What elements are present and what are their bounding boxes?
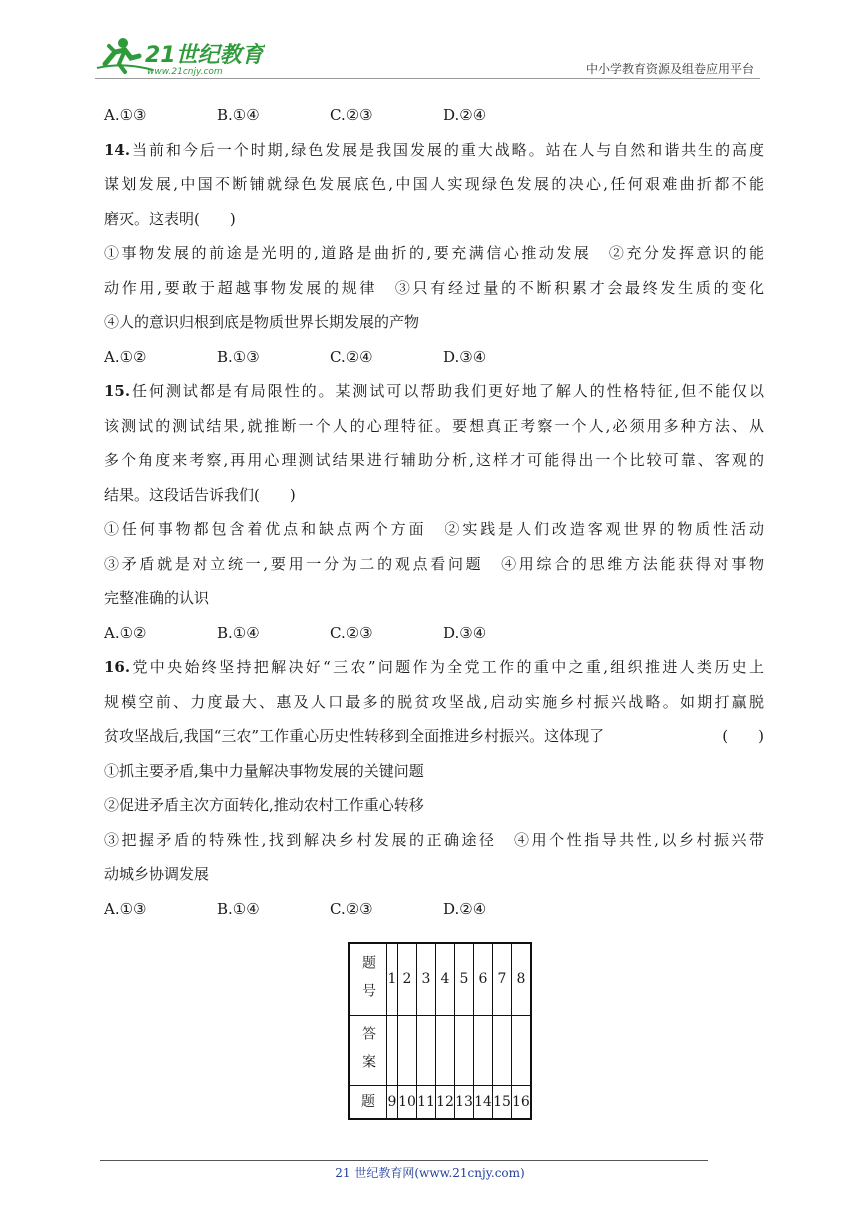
- answer-cell[interactable]: [474, 1015, 493, 1085]
- q14-line-3: 磨灭。这表明( ): [104, 209, 236, 228]
- answer-cell[interactable]: [512, 1015, 531, 1085]
- q15-line-4: 结果。这段话告诉我们( ): [104, 485, 296, 504]
- site-logo: [95, 34, 265, 78]
- q15-option-c: C.②③: [330, 623, 373, 642]
- q15-option-d: D.③④: [443, 623, 487, 642]
- q13-options: [104, 104, 764, 139]
- question-num-cell: 14: [474, 1085, 493, 1119]
- question-num-cell: 3: [417, 943, 436, 1015]
- question-num-cell: 4: [436, 943, 455, 1015]
- answer-cell[interactable]: [455, 1015, 474, 1085]
- question-15: [104, 380, 764, 656]
- q14-statement-line-3: ④人的意识归根到底是物质世界长期发展的产物: [104, 313, 420, 331]
- answer-cell[interactable]: [417, 1015, 436, 1085]
- page-header: [95, 34, 760, 80]
- q16-line-2: 规模空前、力度最大、惠及人口最多的脱贫攻坚战,启动实施乡村振兴战略。如期打赢脱: [104, 692, 764, 711]
- q14-option-a: A.①②: [104, 347, 147, 366]
- answer-table-row-numbers-2: [349, 1085, 531, 1119]
- q16-option-d: D.②④: [443, 899, 487, 918]
- platform-name: 中小学教育资源及组卷应用平台: [585, 62, 754, 76]
- q13-option-b: B.①④: [217, 106, 260, 124]
- header-divider: [95, 78, 760, 79]
- answer-cell[interactable]: [493, 1015, 512, 1085]
- q15-statement-line-3: 完整准确的认识: [104, 589, 210, 607]
- q16-options: [104, 898, 764, 933]
- question-num-cell: 11: [417, 1085, 436, 1119]
- q15-option-a: A.①②: [104, 623, 147, 642]
- row-label-question-number: 题号: [349, 943, 387, 1015]
- q13-option-c: C.②③: [330, 106, 373, 124]
- answer-table-row-answers-1: [349, 1015, 531, 1085]
- q14-option-d: D.③④: [443, 347, 487, 366]
- q16-statement-4: 动城乡协调发展: [104, 865, 210, 883]
- question-num-cell: 8: [512, 943, 531, 1015]
- q13-option-d: D.②④: [443, 106, 487, 124]
- q13-option-a: A.①③: [104, 106, 147, 124]
- question-num-cell: 9: [387, 1085, 398, 1119]
- runner-logo-icon: [95, 34, 265, 78]
- svg-text:21世纪教育: 21世纪教育: [145, 43, 264, 68]
- question-num-cell: 6: [474, 943, 493, 1015]
- q15-options: [104, 622, 764, 657]
- q14-statement-line-2: 动作用,要敢于超越事物发展的规律 ③只有经过量的不断积累才会最终发生质的变化: [104, 278, 764, 297]
- q14-line-1: 14.当前和今后一个时期,绿色发展是我国发展的重大战略。站在人与自然和谐共生的高度: [104, 140, 764, 159]
- q16-statement-1: ①抓主要矛盾,集中力量解决事物发展的关键问题: [104, 761, 424, 780]
- q14-number: 14.: [104, 140, 131, 159]
- question-num-cell: 16: [512, 1085, 531, 1119]
- footer-divider: [100, 1160, 708, 1161]
- q16-number: 16.: [104, 658, 131, 676]
- answer-table-row-numbers-1: [349, 943, 531, 1015]
- q16-answer-paren: ( ): [722, 727, 764, 745]
- q14-statement-line-1: ①事物发展的前途是光明的,道路是曲折的,要充满信心推动发展 ②充分发挥意识的能: [104, 244, 764, 262]
- page-footer[interactable]: 21 世纪教育网(www.21cnjy.com): [335, 1166, 525, 1180]
- q15-line-3: 多个角度来考察,再用心理测试结果进行辅助分析,这样才可能得出一个比较可靠、客观的: [104, 451, 764, 469]
- q16-option-a: A.①③: [104, 899, 147, 918]
- row-label-answer: 答案: [349, 1015, 387, 1085]
- q16-option-c: C.②③: [330, 899, 373, 918]
- q14-option-b: B.①③: [217, 347, 260, 366]
- q16-line-1: 16.党中央始终坚持把解决好“三农”问题作为全党工作的重中之重,组织推进人类历史上: [104, 658, 764, 676]
- question-14: [104, 139, 764, 381]
- question-num-cell: 10: [398, 1085, 417, 1119]
- question-num-cell: 2: [398, 943, 417, 1015]
- question-num-cell: 7: [493, 943, 512, 1015]
- answer-table: [348, 942, 532, 1120]
- question-num-cell: 1: [387, 943, 398, 1015]
- q15-line-2: 该测试的测试结果,就推断一个人的心理特征。要想真正考察一个人,必须用多种方法、从: [104, 416, 764, 435]
- q14-line-2: 谋划发展,中国不断铺就绿色发展底色,中国人实现绿色发展的决心,任何艰难曲折都不能: [104, 175, 764, 193]
- answer-cell[interactable]: [398, 1015, 417, 1085]
- q16-statement-2: ②促进矛盾主次方面转化,推动农村工作重心转移: [104, 796, 424, 814]
- answer-cell[interactable]: [387, 1015, 398, 1085]
- q14-options: [104, 346, 764, 381]
- q16-statement-3: ③把握矛盾的特殊性,找到解决乡村发展的正确途径 ④用个性指导共性,以乡村振兴带: [104, 830, 764, 849]
- q16-line-3: 贫攻坚战后,我国“三农”工作重心历史性转移到全面推进乡村振兴。这体现了 ( ): [104, 725, 764, 760]
- question-16: [104, 656, 764, 932]
- row-label-question: 题: [349, 1085, 387, 1119]
- answer-cell[interactable]: [436, 1015, 455, 1085]
- svg-text:www.21cnjy.com: www.21cnjy.com: [147, 67, 223, 77]
- q15-number: 15.: [104, 382, 131, 400]
- q15-option-b: B.①④: [217, 623, 260, 642]
- question-num-cell: 15: [493, 1085, 512, 1119]
- q16-option-b: B.①④: [217, 899, 260, 918]
- question-num-cell: 12: [436, 1085, 455, 1119]
- q14-option-c: C.②④: [330, 347, 373, 366]
- question-num-cell: 13: [455, 1085, 474, 1119]
- q15-statement-line-1: ①任何事物都包含着优点和缺点两个方面 ②实践是人们改造客观世界的物质性活动: [104, 520, 764, 538]
- question-num-cell: 5: [455, 943, 474, 1015]
- question-content: [104, 104, 764, 932]
- q15-line-1: 15.任何测试都是有局限性的。某测试可以帮助我们更好地了解人的性格特征,但不能仅以: [104, 382, 764, 400]
- q15-statement-line-2: ③矛盾就是对立统一,要用一分为二的观点看问题 ④用综合的思维方法能获得对事物: [104, 554, 764, 573]
